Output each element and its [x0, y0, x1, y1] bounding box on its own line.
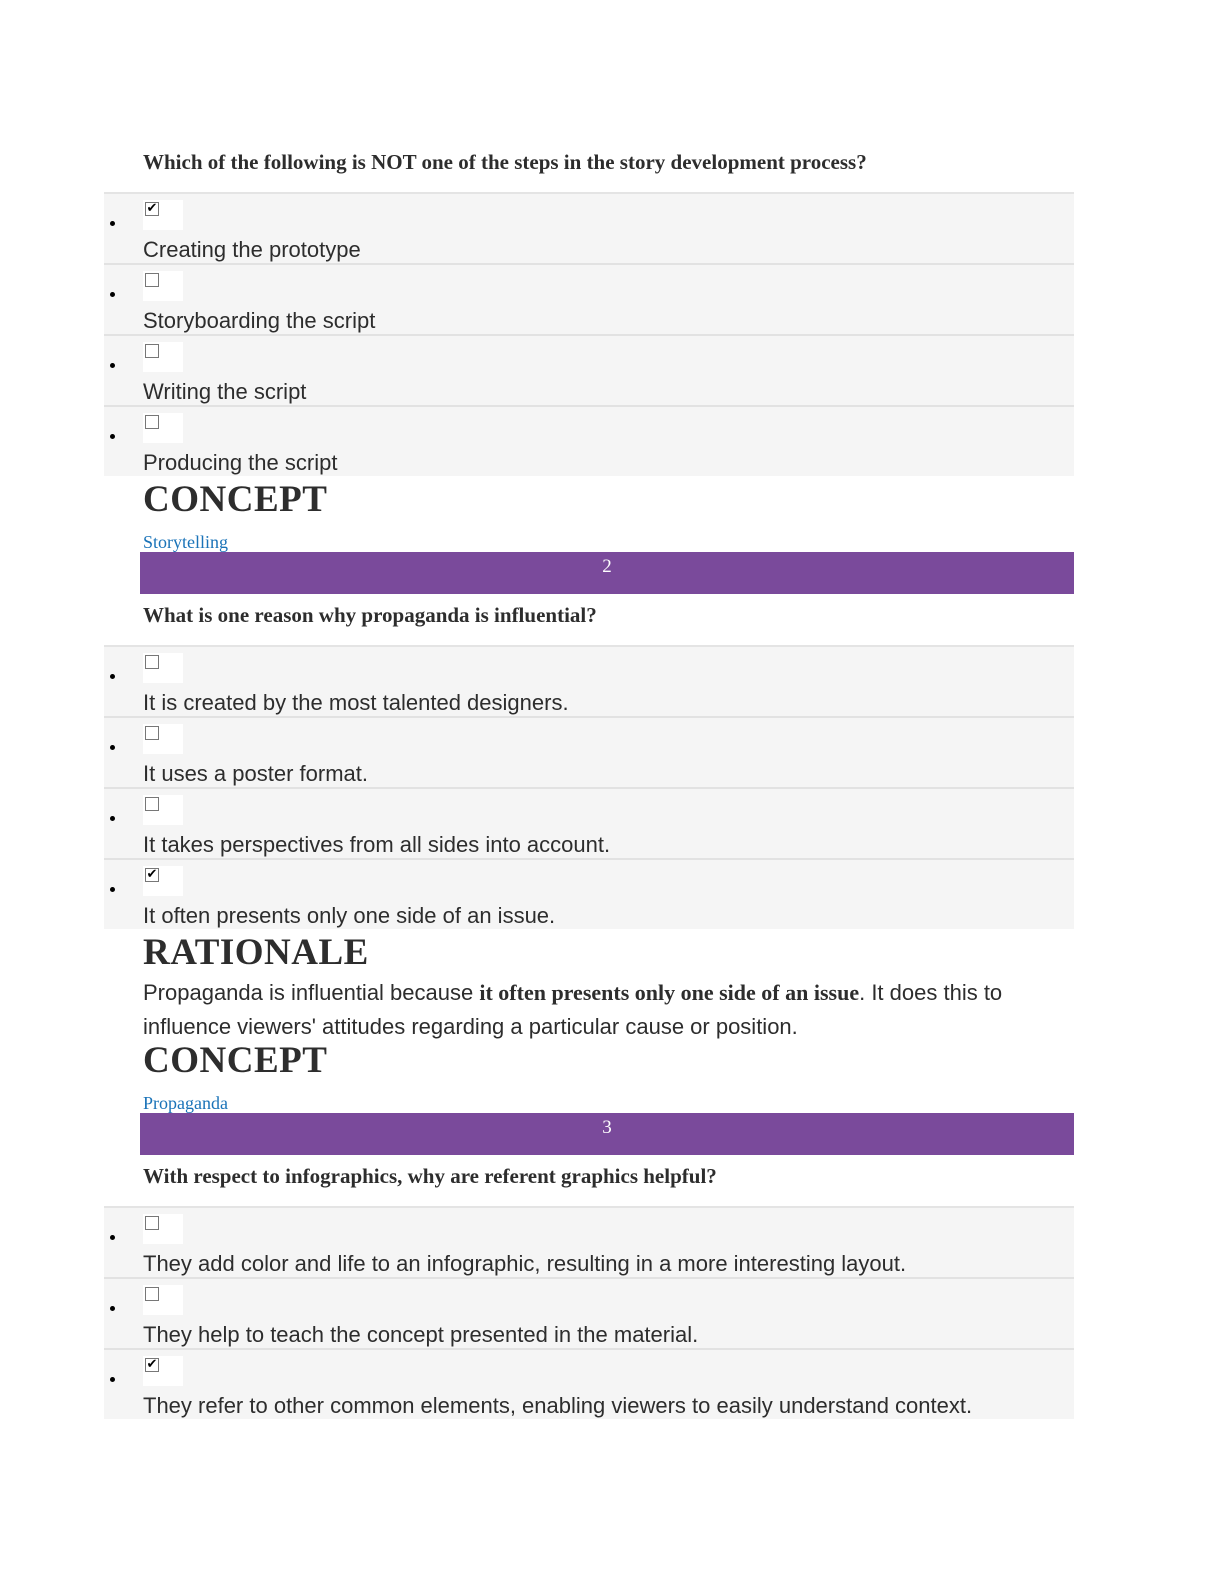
checkbox-checked[interactable]: ✔ — [146, 867, 158, 882]
option-label: It is created by the most talented designers. — [143, 690, 569, 715]
checkbox-checked[interactable]: ✔ — [146, 201, 158, 216]
bullet-icon — [110, 1235, 115, 1240]
option-label: It takes perspectives from all sides into account. — [143, 832, 611, 857]
option-label: They refer to other common elements, enabling viewers to easily understand context. — [143, 1393, 973, 1418]
question-3-option-2[interactable] — [104, 1279, 1074, 1350]
rationale-emphasis: it often presents only one side of an issue — [479, 980, 860, 1005]
checkbox[interactable] — [145, 1216, 159, 1230]
option-label: Producing the script — [143, 450, 338, 475]
concept-heading: CONCEPT — [143, 1040, 328, 1081]
bullet-icon — [110, 887, 115, 892]
rationale-text: Propaganda is influential because it often presents only one side of an issue. It does this to influence viewers' attitudes regarding a particular cause or position. — [143, 980, 1003, 1039]
checkbox[interactable] — [145, 273, 159, 287]
bullet-icon — [110, 1377, 115, 1382]
checkbox-checked[interactable]: ✔ — [146, 1357, 158, 1372]
question-number-bar: 2 — [140, 552, 1074, 594]
checkbox[interactable] — [145, 344, 159, 358]
question-2-text: What is one reason why propaganda is influential? — [143, 603, 597, 627]
option-label: Storyboarding the script — [143, 308, 376, 333]
question-1-option-1[interactable] — [104, 194, 1074, 265]
question-2-option-4[interactable] — [104, 860, 1074, 929]
option-label: It often presents only one side of an issue. — [143, 903, 556, 928]
question-2-option-3[interactable] — [104, 789, 1074, 860]
question-1-option-2[interactable] — [104, 265, 1074, 336]
option-label: Creating the prototype — [143, 237, 361, 262]
checkbox[interactable] — [145, 655, 159, 669]
checkbox[interactable] — [145, 797, 159, 811]
question-3-option-1[interactable] — [104, 1208, 1074, 1279]
question-2-option-1[interactable] — [104, 647, 1074, 718]
option-label: It uses a poster format. — [143, 761, 368, 786]
option-label: They help to teach the concept presented in the material. — [143, 1322, 699, 1347]
rationale-heading: RATIONALE — [143, 932, 369, 973]
question-1-option-3[interactable] — [104, 336, 1074, 407]
question-1-text: Which of the following is NOT one of the steps in the story development process? — [143, 150, 867, 174]
concept-link-storytelling[interactable]: Storytelling — [143, 532, 228, 552]
option-label: Writing the script — [143, 379, 307, 404]
concept-heading: CONCEPT — [143, 479, 328, 520]
bullet-icon — [110, 292, 115, 297]
bullet-icon — [110, 363, 115, 368]
checkbox[interactable] — [145, 726, 159, 740]
bullet-icon — [110, 674, 115, 679]
question-1-option-4[interactable] — [104, 407, 1074, 476]
bullet-icon — [110, 221, 115, 226]
option-label: They add color and life to an infographic, resulting in a more interesting layout. — [143, 1251, 907, 1276]
bullet-icon — [110, 1306, 115, 1311]
question-number-bar: 3 — [140, 1113, 1074, 1155]
question-3-option-3[interactable] — [104, 1350, 1074, 1419]
concept-link-propaganda[interactable]: Propaganda — [143, 1093, 228, 1113]
bullet-icon — [110, 816, 115, 821]
checkbox[interactable] — [145, 415, 159, 429]
bullet-icon — [110, 745, 115, 750]
checkbox[interactable] — [145, 1287, 159, 1301]
question-3-text: With respect to infographics, why are referent graphics helpful? — [143, 1164, 717, 1188]
bullet-icon — [110, 434, 115, 439]
question-2-option-2[interactable] — [104, 718, 1074, 789]
